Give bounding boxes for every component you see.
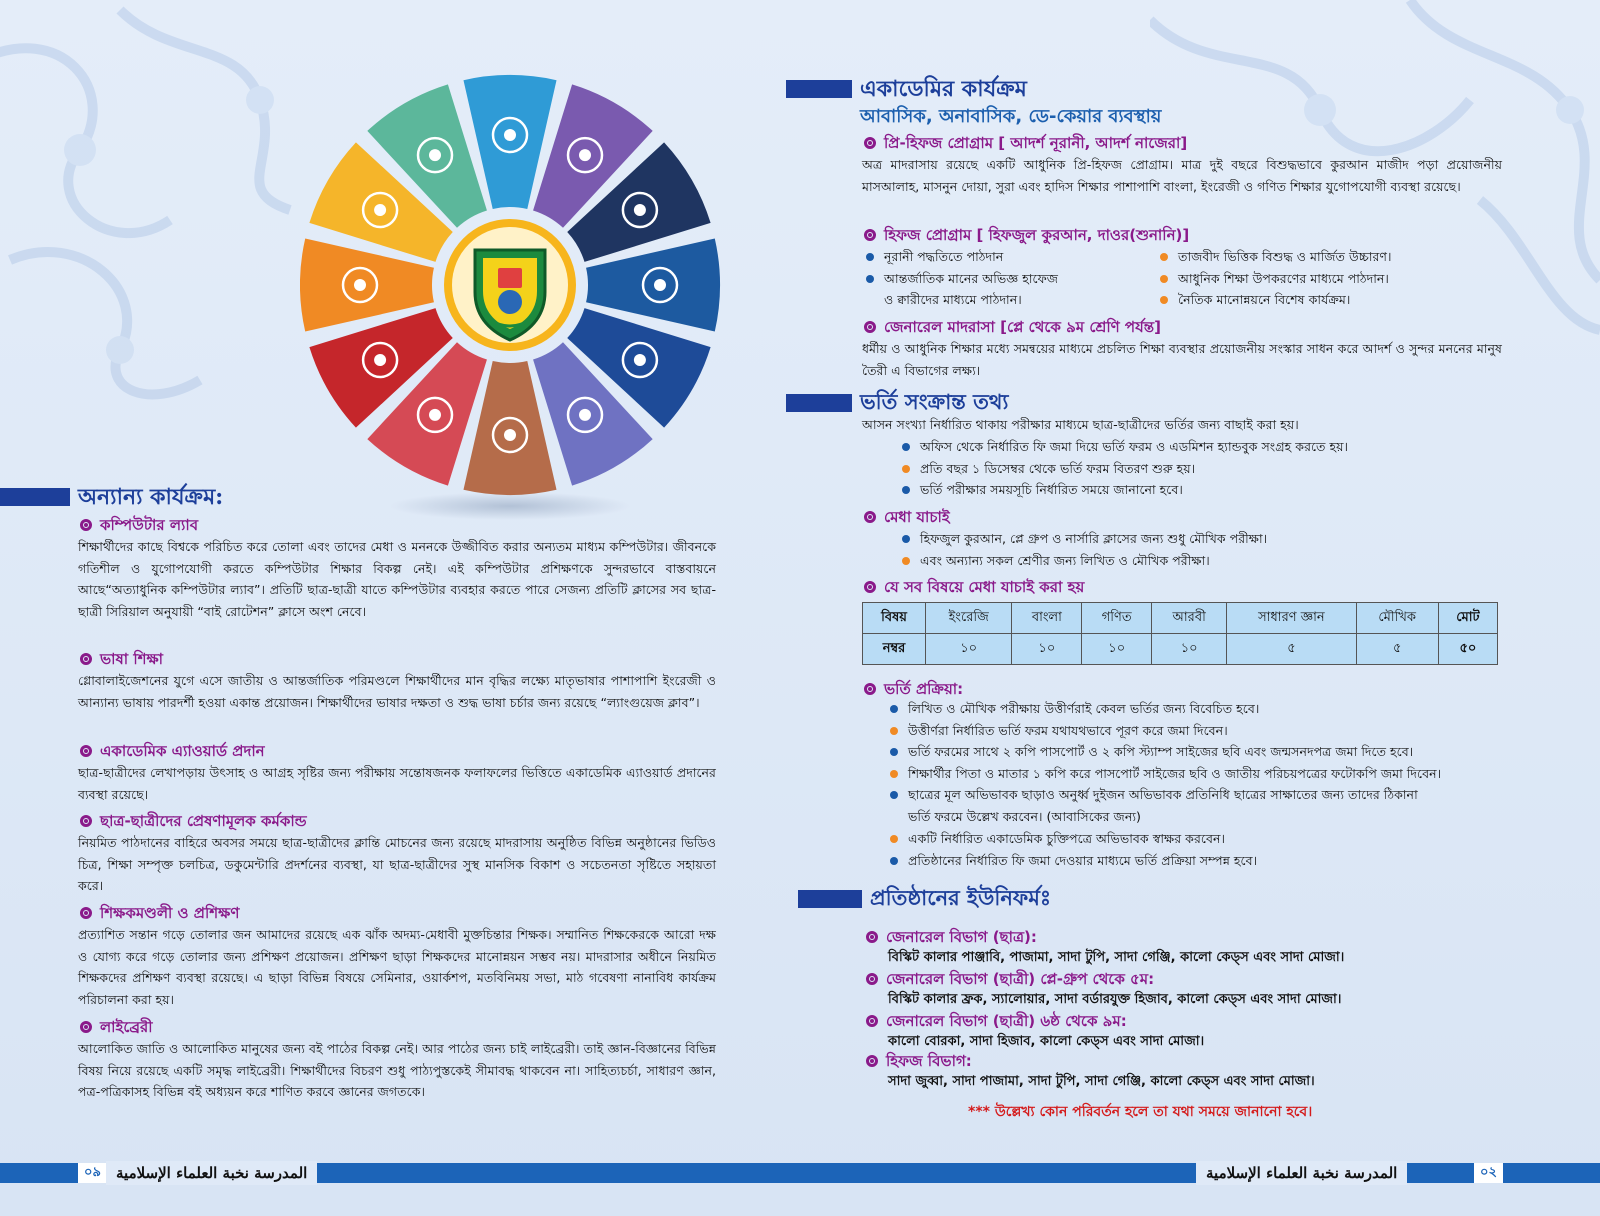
admission-point: ভর্তি পরীক্ষার সময়সূচি নির্ধারিত সময়ে জানানো হবে। [900, 479, 1348, 501]
hifz-point: নৈতিক মানোন্নয়নে বিশেষ কার্যক্রম। [1158, 289, 1392, 311]
pre-hifz-text: অত্র মাদরাসায় রয়েছে একটি আধুনিক প্রি-হিফজ প্রোগ্রাম। মাত্র দুই বছরে বিশুদ্ধভাবে কুরআন মাজীদ পড়া প্রয়োজনীয় মাসআলাহ, মাসনুন দোয়া, সুরা এবং হাদিস শিক্ষার পাশাপাশি বাংলা, ইংরেজী ও গণিত শিক্ষার যুগোপযোগী ব্যবস্থা রয়েছে। [862, 157, 1502, 194]
academic-subtitle: আবাসিক, অনাবাসিক, ডে-কেয়ার ব্যবস্থায় [860, 106, 1162, 127]
table-cell: ৫ [1227, 634, 1356, 665]
table-cell: ১০ [926, 634, 1012, 665]
uniform-general-girls-junior-title: জেনারেল বিভাগ (ছাত্রী) প্লে-গ্রুপ থেকে ৫ম: [866, 968, 1154, 993]
admission-point: অফিস থেকে নির্ধারিত ফি জমা দিয়ে ভর্তি ফরম ও এডমিশন হ্যান্ডবুক সংগ্রহ করতে হয়। [900, 436, 1348, 458]
hifz-point: আন্তর্জাতিক মানের অভিজ্ঞ হাফেজ [864, 268, 1058, 290]
table-cell: নম্বর [863, 634, 926, 665]
table-cell: সাধারণ জ্ঞান [1227, 603, 1356, 634]
admission-title: ভর্তি সংক্রান্ত তথ্য [860, 389, 1009, 414]
table-cell: বিষয় [863, 603, 926, 634]
pre-hifz-title: প্রি-হিফজ প্রোগ্রাম [ আদর্শ নূরানী, আদর্শ নাজেরা] [864, 132, 1187, 157]
uniform-section-bar [798, 890, 862, 908]
merit-point: এবং অন্যান্য সকল শ্রেণীর জন্য লিখিত ও মৌখিক পরীক্ষা। [900, 550, 1267, 572]
table-cell: গণিত [1082, 603, 1152, 634]
uniform-general-boys-text: বিস্কিট কালার পাঞ্জাবি, পাজামা, সাদা টুপি, সাদা গেঞ্জি, কালো কেড্‌স এবং সাদা মোজা। [888, 950, 1345, 965]
library-title: লাইব্রেরী [80, 1016, 153, 1041]
process-list-a [888, 698, 1441, 806]
footer-calligraphy-left: المدرسة نخبة العلماء الإسلامية [106, 1161, 317, 1185]
language-title: ভাষা শিক্ষা [80, 648, 163, 673]
floral-ornament-left [0, 0, 330, 420]
table-cell: ৫ [1356, 634, 1438, 665]
process-list-b [888, 828, 1257, 871]
process-point: ছাত্রের মূল অভিভাবক ছাড়াও অনুর্ধ্ব দুইজন অভিভাবক প্রতিনিধি ছাত্রের সাক্ষাতের জন্য তাদের ঠিকানা [888, 784, 1441, 806]
subjects-title: যে সব বিষয়ে মেধা যাচাই করা হয় [864, 576, 1084, 601]
uniform-title: প্রতিষ্ঠানের ইউনিফর্মঃ [870, 885, 1052, 910]
hifz-point: আধুনিক শিক্ষা উপকরণের মাধ্যমে পাঠদান। [1158, 268, 1392, 290]
marks-table [862, 602, 1498, 665]
admission-point: প্রতি বছর ১ ডিসেম্বর থেকে ভর্তি ফরম বিতরণ শুরু হয়। [900, 458, 1348, 480]
merit-list [900, 528, 1267, 571]
process-point: ভর্তি ফরমের সাথে ২ কপি পাসপোর্ট ও ২ কপি স্ট্যাম্প সাইজের ছবি এবং জন্মসনদপত্র জমা দিতে হবে। [888, 741, 1441, 763]
academic-section-bar [786, 80, 852, 98]
left-section-bar [0, 488, 70, 506]
center-badge [444, 219, 576, 351]
hifz-point: নূরানী পদ্ধতিতে পাঠদান [864, 246, 1058, 268]
uniform-hifz-text: সাদা জুব্বা, সাদা পাজামা, সাদা টুপি, সাদা গেঞ্জি, কালো কেড্‌স এবং সাদা মোজা। [888, 1074, 1315, 1089]
award-title: একাডেমিক এ্যাওয়ার্ড প্রদান [80, 740, 265, 765]
uniform-general-girls-junior-text: বিস্কিট কালার ফ্রক, স্যালোয়ার, সাদা বর্ডারযুক্ত হিজাব, কালো কেড্‌স এবং সাদা মোজা। [888, 992, 1342, 1007]
process-point: শিক্ষার্থীর পিতা ও মাতার ১ কপি করে পাসপোর্ট সাইজের ছবি ও জাতীয় পরিচয়পত্রের ফটোকপি জমা দিবেন। [888, 763, 1441, 785]
footer-calligraphy-right: المدرسة نخبة العلماء الإسلامية [1196, 1161, 1407, 1185]
uniform-general-boys-title: জেনারেল বিভাগ (ছাত্র): [866, 926, 1037, 951]
motivation-title: ছাত্র-ছাত্রীদের প্রেষণামূলক কর্মকান্ড [80, 810, 307, 835]
table-cell: বাংলা [1012, 603, 1082, 634]
table-cell: মোট [1438, 603, 1497, 634]
process-point-cont: ভর্তি ফরমে উল্লেখ করবেন। (আবাসিকের জন্য) [908, 809, 1141, 824]
admission-section-bar [786, 394, 852, 412]
hifz-point: তাজবীদ ভিত্তিক বিশুদ্ধ ও মার্জিত উচ্চারণ। [1158, 246, 1392, 268]
marks-header-row [863, 603, 1498, 634]
uniform-hifz-title: হিফজ বিভাগ: [866, 1050, 972, 1075]
hifz-point-cont: ও ক্বারীদের মাধ্যমে পাঠদান। [884, 292, 1022, 307]
table-cell: ১০ [1012, 634, 1082, 665]
teachers-title: শিক্ষকমণ্ডলী ও প্রশিক্ষণ [80, 902, 239, 927]
marks-value-row [863, 634, 1498, 665]
process-title: ভর্তি প্রক্রিয়া: [864, 678, 963, 703]
wheel-shadow [390, 492, 630, 520]
table-cell: ৫০ [1438, 634, 1497, 665]
process-point: প্রতিষ্ঠানের নির্ধারিত ফি জমা দেওয়ার মাধ্যমে ভর্তি প্রক্রিয়া সম্পন্ন হবে। [888, 850, 1257, 872]
hifz-list-left [864, 246, 1058, 289]
admission-intro: আসন সংখ্যা নির্ধারিত থাকায় পরীক্ষার মাধ্যমে ছাত্র-ছাত্রীদের ভর্তির জন্য বাছাই করা হয়। [862, 417, 1299, 432]
uniform-general-girls-senior-title: জেনারেল বিভাগ (ছাত্রী) ৬ষ্ঠ থেকে ৯ম: [866, 1010, 1127, 1035]
merit-point: হিফজুল কুরআন, প্লে গ্রুপ ও নার্সারি ক্লাসের জন্য শুধু মৌখিক পরীক্ষা। [900, 528, 1267, 550]
language-text: গ্লোবালাইজেশনের যুগে এসে জাতীয় ও আন্তর্জাতিক পরিমণ্ডলে শিক্ষার্থীদের মান বৃদ্ধির লক্ষ্যে মাতৃভাষার পাশাপাশি ইংরেজী ও আন্যান্য ভাষায় পারদর্শী হওয়া একান্ত প্রয়োজন। শিক্ষার্থীদের ভাষার দক্ষতা ও শুদ্ধ ভাষা চর্চার জন্য রয়েছে “ল্যাংগুয়েজ ক্লাব”। [78, 673, 716, 710]
table-cell: ইংরেজি [926, 603, 1012, 634]
process-point: একটি নির্ধারিত একাডেমিক চুক্তিপত্রে অভিভাবক স্বাক্ষর করবেন। [888, 828, 1257, 850]
academic-title: একাডেমির কার্যক্রম [860, 76, 1027, 102]
process-point: লিখিত ও মৌখিক পরীক্ষায় উত্তীর্ণরাই কেবল ভর্তির জন্য বিবেচিত হবে। [888, 698, 1441, 720]
left-section-title: অন্যান্য কার্যক্রম: [78, 484, 224, 510]
hifz-list-right [1158, 246, 1392, 311]
table-cell: ১০ [1152, 634, 1227, 665]
table-cell: ১০ [1082, 634, 1152, 665]
table-cell: আরবী [1152, 603, 1227, 634]
admission-list [900, 436, 1348, 501]
general-madrasa-title: জেনারেল মাদরাসা [প্লে থেকে ৯ম শ্রেণি পর্যন্ত] [864, 316, 1161, 341]
teachers-text: প্রত্যাশিত সন্তান গড়ে তোলার জন আমাদের রয়েছে এক ঝাঁক অদম্য-মেধাবী মুক্তচিন্তার শিক্ষক। সম্মানিত শিক্ষকেরকে আরো দক্ষ ও যোগ্য করে গড়ে তোলার জন্য প্রশিক্ষণ প্রয়োজন। প্রশিক্ষণ ছাড়া শিক্ষকদের মানোন্নয়ন সম্ভব নয়। মাদরাসার অধীনে নিয়মিত শিক্ষকদের প্রশিক্ষণ ব্যবস্থা রয়েছে। এ ছাড়া বিভিন্ন বিষয়ে সেমিনার, ওয়ার্কশপ, মতবিনিময় সভা, মাঠ গবেষণা নানাবিধ কার্যক্রম পরিচালনা করা হয়। [78, 927, 716, 1007]
change-note: *** উল্লেখ্য কোন পরিবর্তন হলে তা যথা সময়ে জানানো হবে। [968, 1104, 1313, 1120]
table-cell: মৌখিক [1356, 603, 1438, 634]
computer-lab-text: শিক্ষার্থীদের কাছে বিশ্বকে পরিচিত করে তোলা এবং তাদের মেধা ও মননকে উজ্জীবিত করার অন্যতম মাধ্যম কম্পিউটার। জীবনকে গতিশীল ও যুগোপযোগী করতে কম্পিউটার শিক্ষার বিকল্প নেই। এই কম্পিউটার প্রশিক্ষণকে সুন্দরভাবে বাস্তবায়নে আছে“অত্যাধুনিক কম্পিউটার ল্যাব”। প্রতিটি ছাত্র-ছাত্রী যাতে কম্পিউটার ব্যবহার করতে পারে সেজন্য প্রতিটি ক্লাসের সব ছাত্র-ছাত্রী সিরিয়াল অনুযায়ী “বাই রোটেশন” ক্লাসে অংশ নেবে। [78, 539, 717, 619]
computer-lab-title: কম্পিউটার ল্যাব [80, 514, 198, 539]
page-number-right: ০২ [1474, 1163, 1503, 1183]
library-text: আলোকিত জাতি ও আলোকিত মানুষের জন্য বই পাঠের বিকল্প নেই। আর পাঠের জন্য চাই লাইব্রেরী। তাই জ্ঞান-বিজ্ঞানের বিভিন্ন বিষয় নিয়ে রয়েছে একটি সমৃদ্ধ লাইব্রেরী। শিক্ষার্থীদের বিচরণ শুধু পাঠ্যপুস্তকেই সীমাবদ্ধ থাকবেন না। সাহিত্যচর্চা, সাধারণ জ্ঞান, পত্র-পত্রিকাসহ বিভিন্ন বই অধ্যয়ন করে শাণিত করবে জ্ঞানের জগতকে। [78, 1041, 716, 1099]
process-point: উত্তীর্ণরা নির্ধারিত ভর্তি ফরম যথাযথভাবে পূরণ করে জমা দিবেন। [888, 720, 1441, 742]
hifz-title: হিফজ প্রোগ্রাম [ হিফজুল কুরআন, দাওর(শুনানি)] [864, 224, 1189, 249]
uniform-general-girls-senior-text: কালো বোরকা, সাদা হিজাব, কালো কেড্‌স এবং সাদা মোজা। [888, 1034, 1205, 1049]
general-madrasa-text: ধর্মীয় ও আধুনিক শিক্ষার মধ্যে সমন্বয়ের মাধ্যমে প্রচলিত শিক্ষা ব্যবস্থার প্রয়োজনীয় সংস্কার সাধন করে আদর্শ ও সুন্দর মননের মানুষ তৈরী এ বিভাগের লক্ষ্য। [862, 341, 1502, 378]
page-number-left: ০৯ [78, 1163, 107, 1183]
motivation-text: নিয়মিত পাঠদানের বাহিরে অবসর সময়ে ছাত্র-ছাত্রীদের ক্লান্তি মোচনের জন্য রয়েছে মাদরাসায় অনুষ্ঠিত বিভিন্ন অনুষ্ঠানের ভিডিও চিত্র, শিক্ষা সম্পৃক্ত চলচিত্র, ডকুমেন্টারি প্রদর্শনের ব্যবস্থা, যা ছাত্র-ছাত্রীদের সুস্থ মানসিক বিকাশ ও সচেতনতা সৃষ্টিতে সহায়তা করে। [78, 835, 716, 893]
merit-title: মেধা যাচাই [864, 506, 950, 531]
programs-infographic [300, 70, 730, 530]
award-text: ছাত্র-ছাত্রীদের লেখাপড়ায় উৎসাহ ও আগ্রহ সৃষ্টির জন্য পরীক্ষায় সন্তোষজনক ফলাফলের ভিত্তিতে একাডেমিক এ্যাওয়ার্ড প্রদানের ব্যবস্থা রয়েছে। [78, 765, 716, 802]
